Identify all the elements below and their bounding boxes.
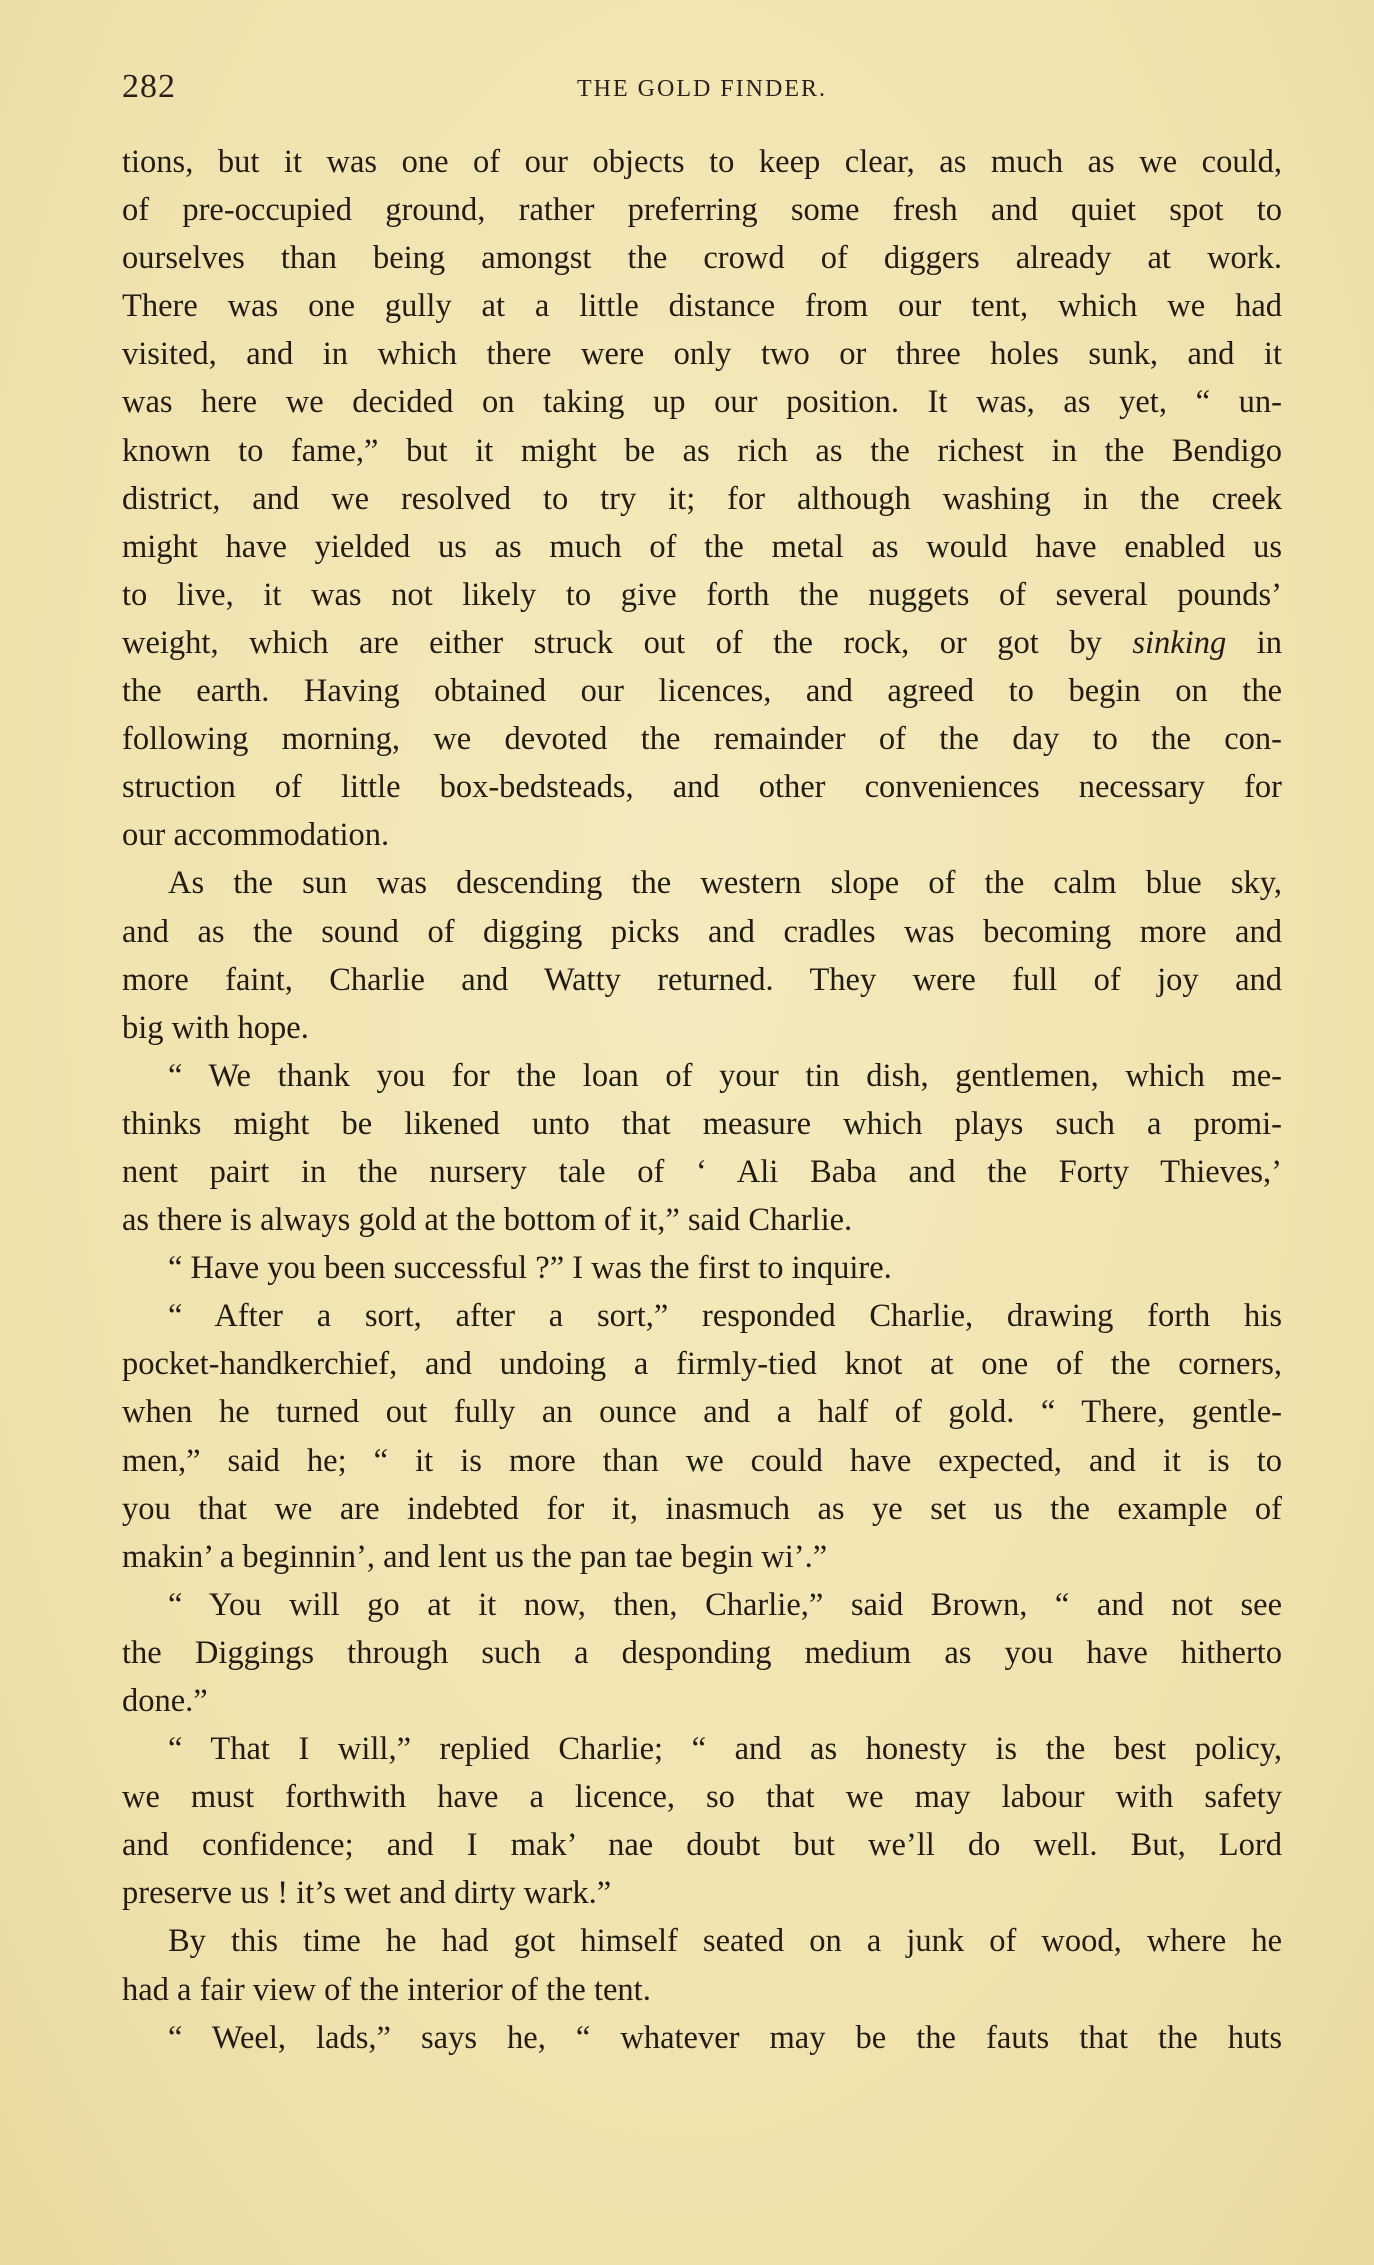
text-line: makin’ a beginnin’, and lent us the pan tae begin wi’.” — [122, 1538, 828, 1575]
text-line: big with hope. — [122, 1009, 309, 1046]
text-line: following morning, we devoted the remainder of the day to the con- — [122, 721, 1282, 758]
text-line: visited, and in which there were only two or three holes sunk, and it — [122, 336, 1282, 373]
text-line: we must forthwith have a licence, so that we may labour with safety — [122, 1779, 1282, 1816]
text-line: nent pairt in the nursery tale of ‘ Ali Baba and the Forty Thieves,’ — [122, 1153, 1282, 1190]
text-line: district, and we resolved to try it; for although washing in the creek — [122, 480, 1282, 517]
text-line: “ After a sort, after a sort,” responded Charlie, drawing forth his — [168, 1298, 1282, 1335]
text-line: “ That I will,” replied Charlie; “ and as honesty is the best policy, — [168, 1731, 1282, 1768]
italic-word: sinking — [1132, 624, 1227, 661]
text-line: ourselves than being amongst the crowd of diggers already at work. — [122, 240, 1282, 277]
text-line: as there is always gold at the bottom of it,” said Charlie. — [122, 1202, 853, 1239]
text-line: thinks might be likened unto that measure which plays such a promi- — [122, 1105, 1282, 1142]
text-line: you that we are indebted for it, inasmuch as ye set us the example of — [122, 1490, 1282, 1527]
text-line: more faint, Charlie and Watty returned. They were full of joy and — [122, 961, 1282, 998]
text-line: had a fair view of the interior of the tent. — [122, 1971, 651, 2008]
text-line: men,” said he; “ it is more than we could have expected, and it is to — [122, 1442, 1282, 1479]
body-text — [122, 138, 1282, 2062]
page-header — [122, 68, 1282, 112]
text-line: done.” — [122, 1683, 208, 1719]
text-line: might have yielded us as much of the metal as would have enabled us — [122, 528, 1282, 565]
text-line: There was one gully at a little distance from our tent, which we had — [122, 288, 1282, 325]
page-number: 282 — [122, 68, 176, 105]
text-line: As the sun was descending the western slope of the calm blue sky, — [168, 865, 1282, 902]
text-line: “ Have you been successful ?” I was the first to inquire. — [168, 1250, 892, 1287]
text-line: known to fame,” but it might be as rich as the richest in the Bendigo — [122, 432, 1282, 469]
text-line: “ Weel, lads,” says he, “ whatever may be the fauts that the huts — [168, 2019, 1282, 2056]
text-line: of pre-occupied ground, rather preferring some fresh and quiet spot to — [122, 192, 1282, 229]
text-line: and as the sound of digging picks and cradles was becoming more and — [122, 913, 1282, 950]
text-line: the earth. Having obtained our licences, and agreed to begin on the — [122, 673, 1282, 710]
text-line: weight, which are either struck out of the rock, or got by sinking in — [122, 624, 1282, 661]
text-line: struction of little box-bedsteads, and other conveniences necessary for — [122, 769, 1282, 806]
text-line: our accommodation. — [122, 817, 390, 854]
text-line: to live, it was not likely to give forth the nuggets of several pounds’ — [122, 576, 1282, 613]
running-title: THE GOLD FINDER. — [577, 76, 827, 102]
text-line: “ We thank you for the loan of your tin dish, gentlemen, which me- — [168, 1057, 1282, 1094]
text-line: when he turned out fully an ounce and a half of gold. “ There, gentle- — [122, 1394, 1282, 1431]
text-line: By this time he had got himself seated on a junk of wood, where he — [168, 1923, 1282, 1960]
text-line: and confidence; and I mak’ nae doubt but we’ll do well. But, Lord — [122, 1827, 1282, 1864]
text-line: “ You will go at it now, then, Charlie,” said Brown, “ and not see — [168, 1586, 1282, 1623]
text-line: tions, but it was one of our objects to keep clear, as much as we could, — [122, 144, 1282, 180]
text-line: was here we decided on taking up our position. It was, as yet, “ un- — [122, 384, 1282, 421]
text-line: pocket-handkerchief, and undoing a firmly-tied knot at one of the corners, — [122, 1346, 1282, 1383]
text-line: preserve us ! it’s wet and dirty wark.” — [122, 1875, 612, 1912]
text-line: the Diggings through such a desponding medium as you have hitherto — [122, 1634, 1282, 1671]
